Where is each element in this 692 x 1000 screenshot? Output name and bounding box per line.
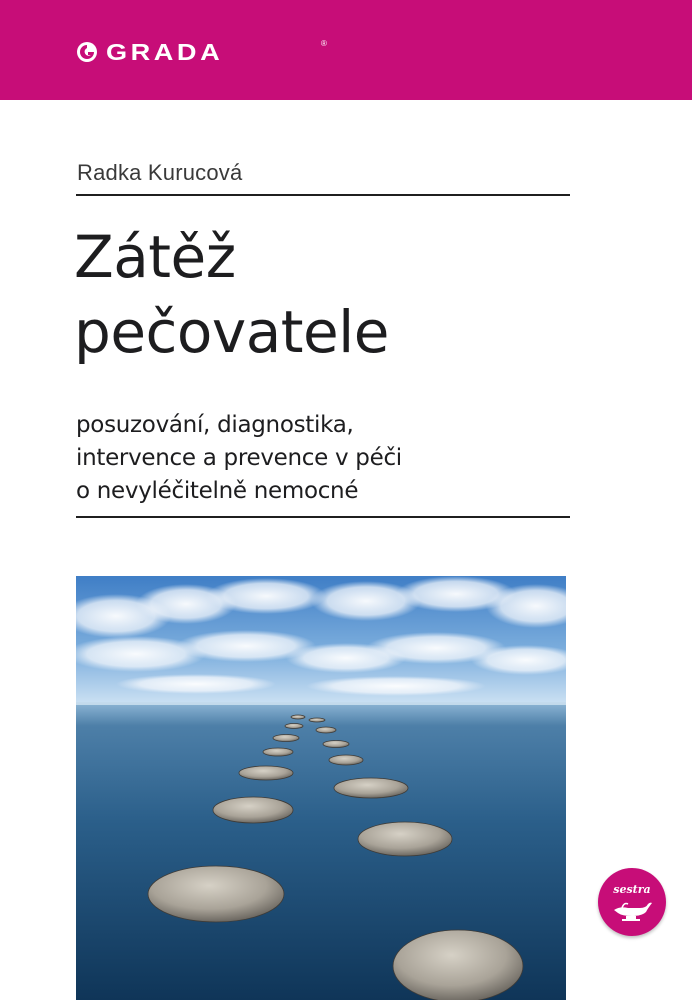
title-line: pečovatele [74,298,389,366]
stepping-stones-sea-image [76,576,566,1000]
title-line: Zátěž [74,223,236,291]
book-subtitle [76,409,576,508]
publisher-name: GRADA [106,38,224,65]
registered-mark: ® [321,39,327,48]
book-title [74,220,594,370]
sestra-series-badge [598,868,666,936]
cover-photo [76,576,566,1000]
subtitle-line: posuzování, diagnostika, [76,412,354,438]
oil-lamp-icon [610,896,654,924]
bottom-divider [76,516,570,518]
publisher-logo [76,38,327,66]
grada-logo-mark-icon [76,41,98,63]
publisher-bar [0,0,692,100]
badge-label: sestra [613,883,651,896]
author-name: Radka Kurucová [77,160,243,185]
subtitle-line: o nevyléčitelně nemocné [76,478,359,504]
top-divider [76,194,570,196]
subtitle-line: intervence a prevence v péči [76,445,402,471]
